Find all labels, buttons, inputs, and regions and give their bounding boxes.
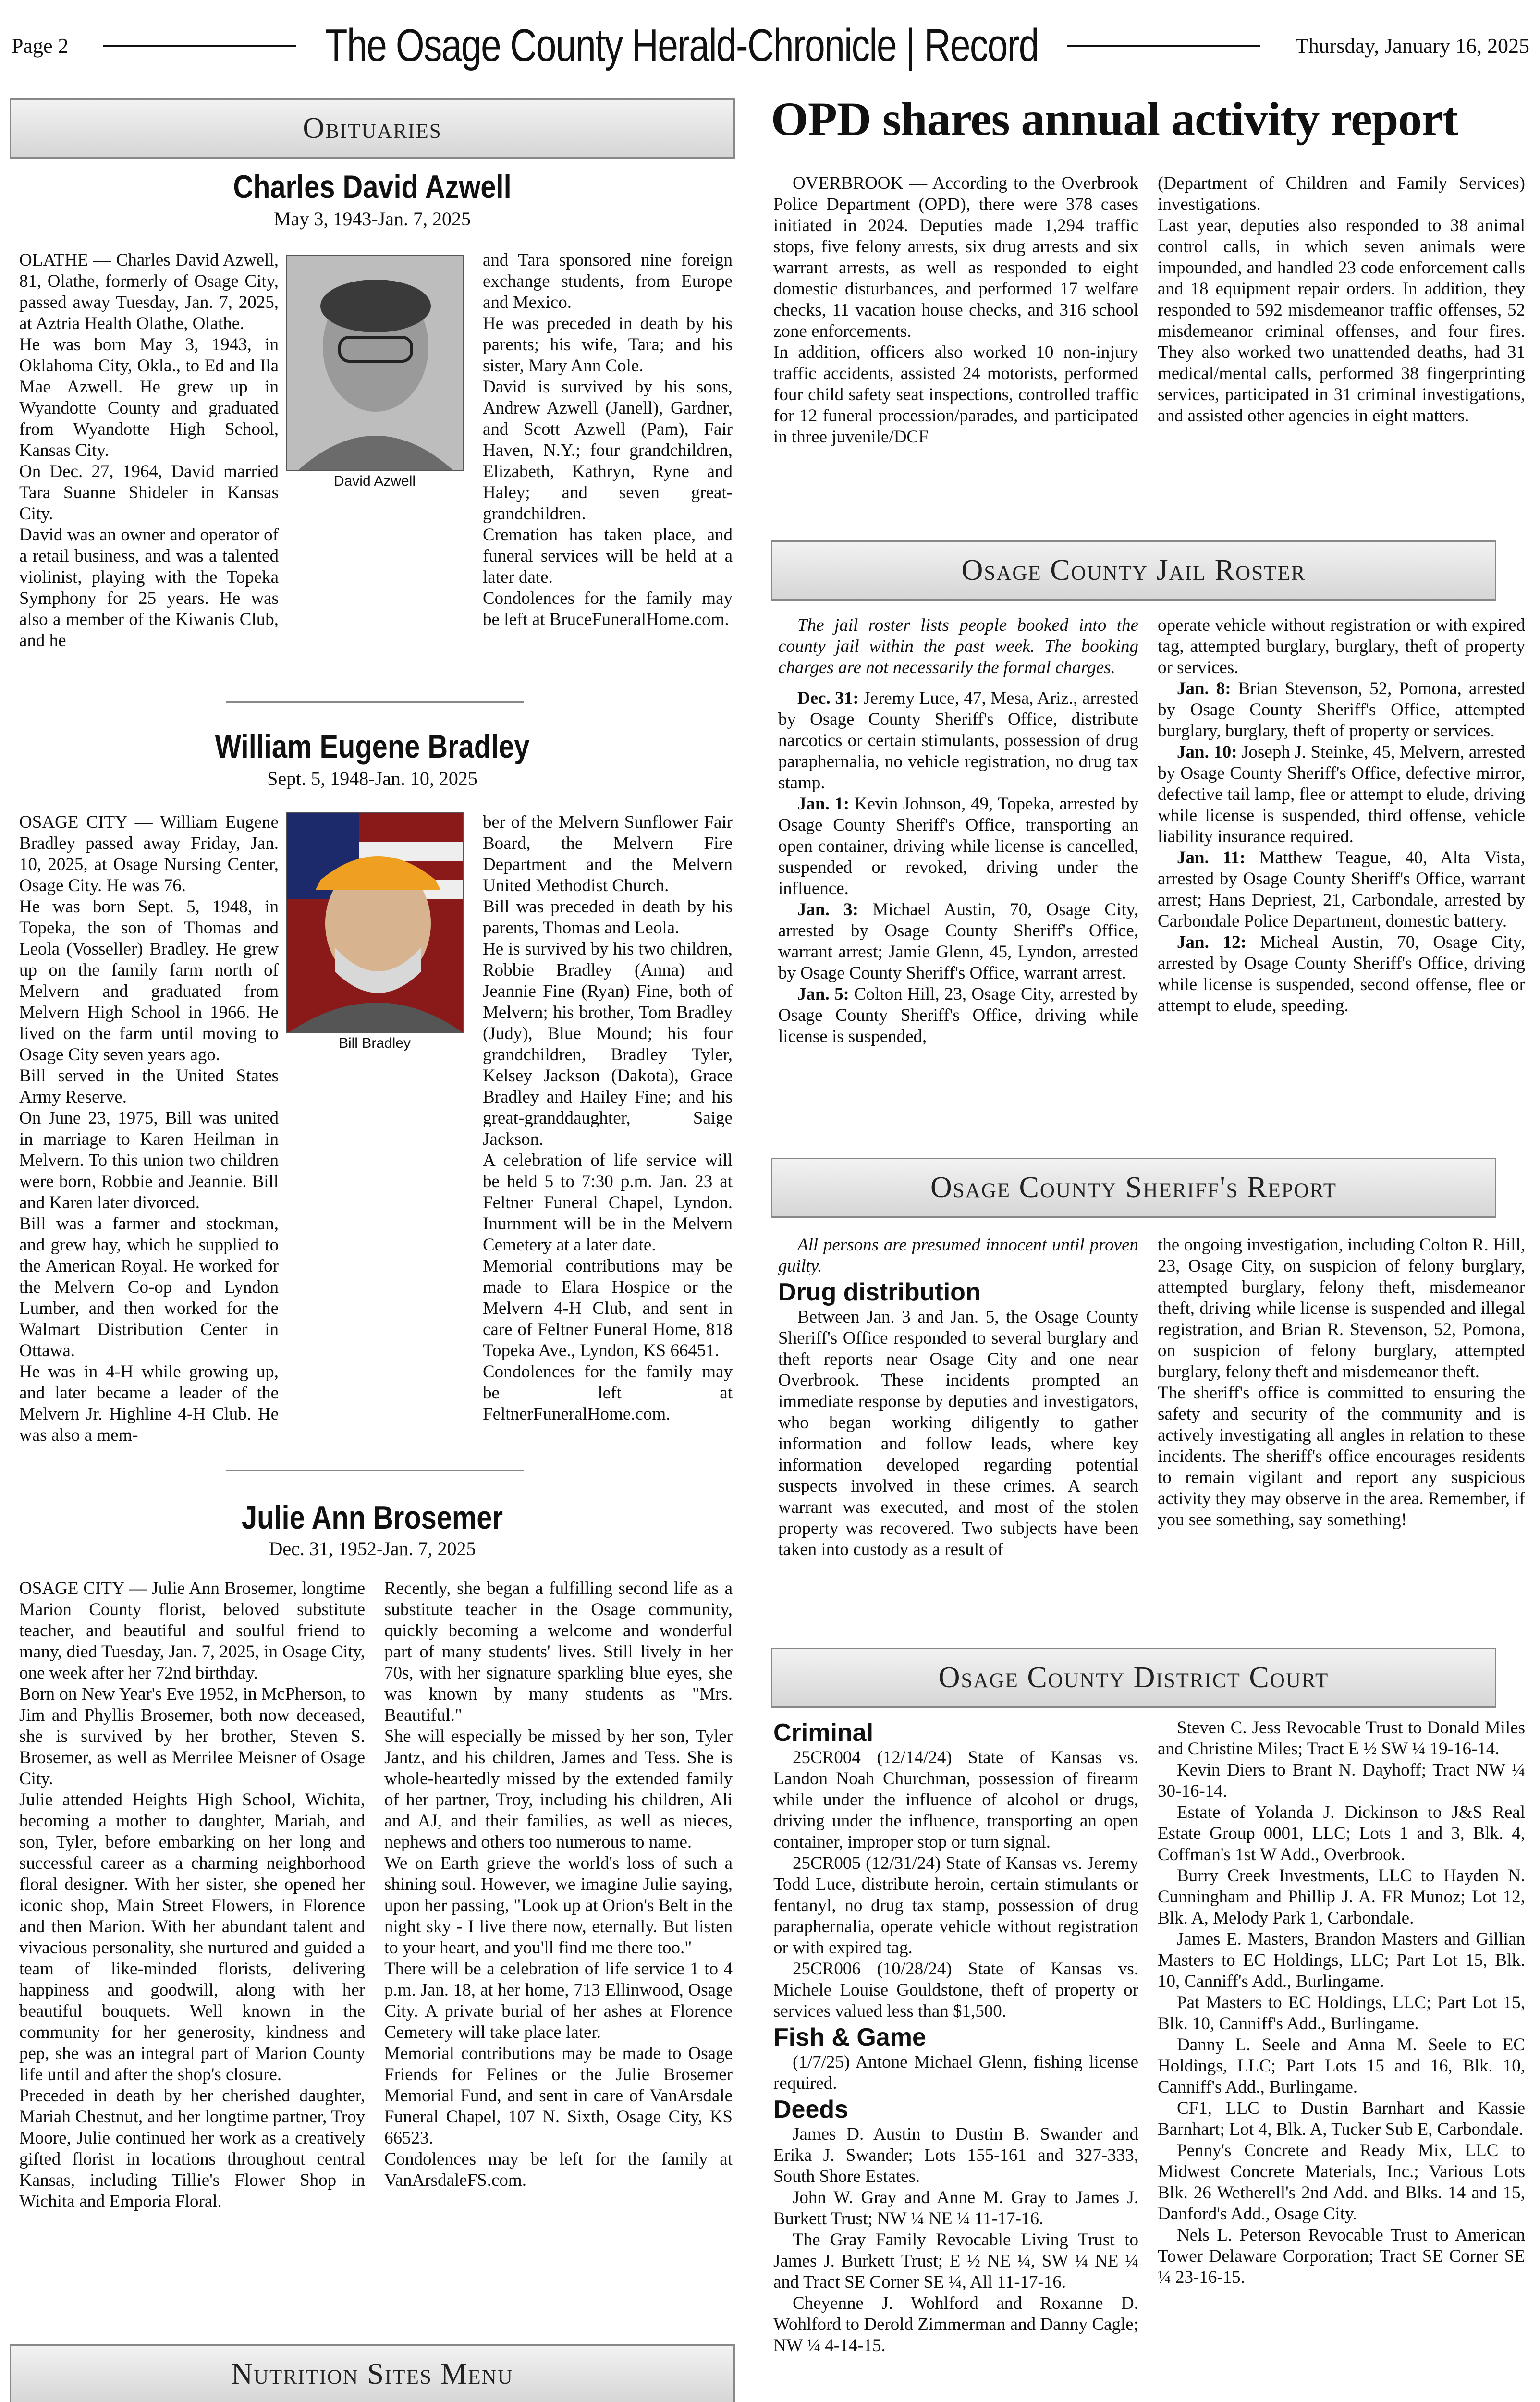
sheriff-report-header: Osage County Sheriff's Report — [771, 1158, 1496, 1218]
nutrition-header: Nutrition Sites Menu — [10, 2344, 735, 2402]
page-number: Page 2 — [12, 34, 69, 58]
sheriff-col1 — [778, 1235, 1138, 1560]
booking-date: Jan. 1: — [797, 794, 850, 814]
booking-text: Jeremy Luce, 47, Mesa, Ariz., arrested by Osage County Sheriff's Office, distribute narcotics or certain stimulants, possession of drug paraphernalia, no vehicle registration, no drug tax stamp. — [778, 688, 1139, 793]
photo-caption: Bill Bradley — [338, 1035, 411, 1051]
obit-name: Julie Ann Brosemer — [242, 1499, 503, 1536]
district-court-header: Osage County District Court — [771, 1648, 1496, 1708]
booking-date: Dec. 31: — [797, 688, 859, 708]
booking-date: Jan. 3: — [797, 900, 858, 919]
article-text: (Department of Children and Family Services) investigations. Last year, deputies also responded to 38 animal control calls, in which seven animals were impounded, and handled 23 code enforcement calls and 18 equipment repair orders. In addition, they responded to 592 misdemeanor traffic offenses, 52 misdemeanor criminal offenses, and four fires. They also worked two unattended deaths, had 31 medical/mental calls, performed 38 fingerprinting services, participated in 31 criminal investigations, and assisted other agencies in eight matters. — [1158, 173, 1525, 426]
court-item: Kevin Diers to Brant N. Dayhoff; Tract NW ¼ 30-16-14. — [1158, 1760, 1525, 1801]
subhead: Criminal — [773, 1719, 874, 1747]
newspaper-title: The Osage County Herald-Chronicle | Record — [325, 20, 1039, 71]
court-col2 — [1158, 1717, 1525, 2288]
obit-text: ber of the Melvern Sunflower Fair Board, the Melvern Fire Department and the Melvern United Methodist Church. Bill was preceded in death by his parents, Thomas and Leola. He is survived by his two children, Robbie Bradley (Anna) and Jeannie Fine (Ryan) Fine, both of Melvern; his brother, Tom Bradley (Judy), Blue Mound; his four grandchildren, Bradley Tyler, Kelsey Jackson (Dakota), Grace Bradley and Hailey Fine; and his great-granddaughter, Saige Jackson. A celebration of life service will be held 5 to 7:30 p.m. Jan. 23 at Feltner Funeral Chapel, Lyndon. Inurnment will be in the Melvern Cemetery at a later date. Memorial contributions may be made to Elara Hospice or the Melvern 4-H Club, and sent in care of Feltner Funeral Home, 818 Topeka Ave., Lyndon, KS 66451. Condolences for the family may be left at FeltnerFuneralHome.com. — [483, 812, 733, 1424]
sheriff-col2 — [1158, 1235, 1525, 1531]
obit-dates: May 3, 1943-Jan. 7, 2025 — [274, 208, 471, 230]
booking-text: Micheal Austin, 70, Osage City, arrested by Osage County Sheriff's Office, driving while license is suspended, second offense, flee or attempt to elude, speeding. — [1158, 932, 1526, 1016]
court-item: The Gray Family Revocable Living Trust to James J. Burkett Trust; E ½ NE ¼, SW ¼ NE ¼ and Tract SE Corner SE ¼, All 11-17-16. — [773, 2230, 1138, 2292]
issue-date: Thursday, January 16, 2025 — [1295, 34, 1530, 58]
court-item: Nels L. Peterson Revocable Trust to American Tower Delaware Corporation; Tract SE Corner SE ¼ 23-16-15. — [1158, 2225, 1525, 2287]
masthead — [12, 19, 1529, 72]
booking-text: Michael Austin, 70, Osage City, arrested by Osage County Sheriff's Office, warrant arrest; Jamie Glenn, 45, Lyndon, arrested by Osage County Sheriff's Office, warrant arrest. — [778, 900, 1139, 983]
obit-text: OSAGE CITY — William Eugene Bradley passed away Friday, Jan. 10, 2025, at Osage Nursing Center, Osage City. He was 76. He was born Sept. 5, 1948, in Topeka, the son of Thomas and Leola (Vosseller) Bradley. He grew up on the family farm north of Melvern and graduated from Melvern High School in 1966. He lived on the farm until moving to Osage City seven years ago. Bill served in the United States Army Reserve. On June 23, 1975, Bill was united in marriage to Karen Heilman in Melvern. To this union two children were born, Robbie and Jeannie. Bill and Karen later divorced. Bill was a farmer and stockman, and grew hay, which he supplied to the American Royal. He worked for the Melvern Co-op and Lyndon Lumber, and then worked for the Walmart Distribution Center in Ottawa. He was in 4-H while growing up, and later became a leader of the Melvern Jr. Highline 4-H Club. He was also a mem- — [19, 812, 279, 1445]
court-item: (1/7/25) Antone Michael Glenn, fishing license required. — [773, 2052, 1138, 2093]
booking-text: operate vehicle without registration or with expired tag, attempted burglary, burglary, theft of property or services. — [1158, 615, 1525, 677]
court-item: Steven C. Jess Revocable Trust to Donald Miles and Christine Miles; Tract E ½ SW ¼ 19-16-14. — [1158, 1718, 1525, 1759]
divider — [226, 701, 524, 703]
booking-text: Joseph J. Steinke, 45, Melvern, arrested by Osage County Sheriff's Office, defective mirror, defective tail lamp, flee or attempt to elude, driving while license is suspended, third offense, vehicle liability insurance required. — [1158, 742, 1525, 846]
booking-text: Matthew Teague, 40, Alta Vista, arrested by Osage County Sheriff's Office, warrant arrest; Hans Depriest, 21, Carbondale, arrested by Carbondale Police Department, domestic battery. — [1158, 848, 1525, 931]
azwell-col2 — [483, 250, 733, 630]
court-item: Estate of Yolanda J. Dickinson to J&S Real Estate Group 0001, LLC; Lots 1 and 3, Blk. 4, Coffman's 1st W Add., Overbrook. — [1158, 1802, 1525, 1864]
jail-roster-header: Osage County Jail Roster — [771, 540, 1496, 600]
court-item: Burry Creek Investments, LLC to Hayden N. Cunningham and Phillip J. A. FR Munoz; Lot 12, Blk. A, Melody Park 1, Carbondale. — [1158, 1866, 1525, 1928]
court-item: Penny's Concrete and Ready Mix, LLC to Midwest Concrete Materials, Inc.; Various Lots Blk. 26 Wetherell's 2nd Add. and Blks. 14 and 15, Danford's Add., Osage City. — [1158, 2141, 1525, 2224]
opd-col1 — [773, 173, 1138, 448]
sheriff-intro: All persons are presumed innocent until proven guilty. — [778, 1235, 1138, 1276]
obit-dates: Dec. 31, 1952-Jan. 7, 2025 — [269, 1538, 476, 1559]
azwell-col1 — [19, 250, 279, 651]
article-text: the ongoing investigation, including Colton R. Hill, 23, Osage City, on suspicion of felony burglary, attempted burglary, felony theft, misdemeanor theft, driving while license is suspended and illegal registration, and Brian R. Stevenson, 52, Pomona, on suspicion of felony burglary, attempted burglary, felony theft and misdemeanor theft. The sheriff's office is committed to ensuring the safety and security of the community and is actively investigating all angles in relation to these incidents. The sheriff's office encourages residents to remain vigilant and report any suspicious activity they may observe in the area. Remember, if you see something, say something! — [1158, 1235, 1525, 1530]
subhead: Deeds — [773, 2096, 849, 2123]
court-item: CF1, LLC to Dustin Barnhart and Kassie Barnhart; Lot 4, Blk. A, Tucker Sub E, Carbondale. — [1158, 2098, 1525, 2139]
court-item: 25CR004 (12/14/24) State of Kansas vs. Landon Noah Churchman, possession of firearm while under the influence of alcohol or drugs, driving under the influence, transporting an open container, improper stop or turn signal. — [773, 1748, 1138, 1852]
court-item: 25CR006 (10/28/24) State of Kansas vs. Michele Louise Gouldstone, theft of property or services valued less than $1,500. — [773, 1959, 1138, 2021]
booking-date: Jan. 5: — [797, 984, 849, 1004]
court-item: 25CR005 (12/31/24) State of Kansas vs. Jeremy Todd Luce, distribute heroin, certain stimulants or fentanyl, no drug tax stamp, possession of drug paraphernalia, operate vehicle without registration or with expired tag. — [773, 1853, 1138, 1958]
masthead-rule — [1067, 45, 1260, 47]
azwell-photo — [286, 255, 464, 471]
court-item: John W. Gray and Anne M. Gray to James J. Burkett Trust; NW ¼ NE ¼ 11-17-16. — [773, 2188, 1138, 2229]
obituaries-header: Obituaries — [10, 98, 735, 159]
photo-caption: David Azwell — [333, 473, 416, 489]
booking-date: Jan. 8: — [1177, 679, 1231, 699]
subhead: Fish & Game — [773, 2023, 926, 2051]
jail-intro: The jail roster lists people booked into the county jail within the past week. The booking charges are not necessarily the formal charges. — [778, 615, 1138, 677]
bradley-col1 — [19, 812, 279, 1446]
article-text: Between Jan. 3 and Jan. 5, the Osage County Sheriff's Office responded to several burglary and theft reports near Osage City and one near Overbrook. These incidents prompted an immediate response by deputies and investigators, who began working diligently to gather information and follow leads, where key information developed regarding potential suspects involved in these crimes. A search warrant was executed, and most of the stolen property was recovered. Two subjects have been taken into custody as a result of — [778, 1307, 1138, 1559]
booking-text: Kevin Johnson, 49, Topeka, arrested by Osage County Sheriff's Office, transporting an open container, driving while license is cancelled, suspended or revoked, driving under the influence. — [778, 794, 1138, 898]
booking-text: Colton Hill, 23, Osage City, arrested by Osage County Sheriff's Office, driving while license is suspended, — [778, 984, 1139, 1046]
jail-col1 — [778, 615, 1138, 1047]
court-item: Danny L. Seele and Anna M. Seele to EC Holdings, LLC; Part Lots 15 and 16, Blk. 10, Canniff's Add., Burlingame. — [1158, 2035, 1525, 2097]
bradley-photo — [286, 812, 464, 1033]
opd-headline: OPD shares annual activity report — [771, 92, 1458, 146]
opd-col2 — [1158, 173, 1525, 427]
obit-name: William Eugene Bradley — [215, 728, 530, 765]
masthead-rule — [103, 45, 296, 47]
obit-text: and Tara sponsored nine foreign exchange students, from Europe and Mexico. He was preceded in death by his parents; his wife, Tara; and his sister, Mary Ann Cole. David is survived by his sons, Andrew Azwell (Janell), Gardner, and Scott Azwell (Pam), Fair Haven, N.Y.; four grandchildren, Elizabeth, Kathryn, Ryne and Haley; and seven great-grandchildren. Cremation has taken place, and funeral services will be held at a later date. Condolences for the family may be left at BruceFuneralHome.com. — [483, 250, 733, 629]
bradley-col2 — [483, 812, 733, 1425]
obit-name: Charles David Azwell — [233, 169, 512, 205]
brosemer-col2 — [384, 1578, 733, 2191]
booking-text: Brian Stevenson, 52, Pomona, arrested by Osage County Sheriff's Office, attempted burglary, burglary, theft of property or services. — [1158, 679, 1526, 741]
obit-dates: Sept. 5, 1948-Jan. 10, 2025 — [267, 768, 477, 789]
obit-text: OLATHE — Charles David Azwell, 81, Olathe, formerly of Osage City, passed away Tuesday, Jan. 7, 2025, at Aztria Health Olathe, Olathe. He was born May 3, 1943, in Oklahoma City, Okla., to Ed and Ila Mae Azwell. He grew up in Wyandotte County and graduated from Wyandotte High School, Kansas City. On Dec. 27, 1964, David married Tara Suanne Shideler in Kansas City. David was an owner and operator of a retail business, and was a talented violinist, playing with the Topeka Symphony for 25 years. He was also a member of the Kiwanis Club, and he — [19, 250, 279, 650]
brosemer-col1 — [19, 1578, 365, 2212]
booking-date: Jan. 11: — [1177, 848, 1246, 868]
booking-date: Jan. 12: — [1177, 932, 1247, 952]
article-text: OVERBROOK — According to the Overbrook Police Department (OPD), there were 378 cases initiated in 2024. Deputies made 1,294 traffic stops, five felony arrests, six drug arrests and six warrant arrests, as well as responded to eight domestic disturbances, and performed 17 welfare checks, 11 vacation house checks, and 316 school zone enforcements. In addition, officers also worked 10 non-injury traffic accidents, assisted 24 motorists, performed four child safety seat inspections, controlled traffic for 12 funeral procession/parades, and participated in three juvenile/DCF — [773, 173, 1138, 447]
obit-text: Recently, she began a fulfilling second life as a substitute teacher in the Osage community, quickly becoming a welcome and wonderful part of many students' lives. Still lively in her 70s, with her signature sparkling blue eyes, she was known by many students as "Mrs. Beautiful." She will especially be missed by her son, Tyler Jantz, and his children, James and Tess. She is whole-heartedly missed by the extended family of her partner, Troy, including his children, Ali and AJ, and their families, as well as nieces, nephews and others too numerous to name. We on Earth grieve the world's loss of such a shining soul. However, we imagine Julie saying, upon her passing, "Look up at Orion's Belt in the night sky - I live there now, eternally. But listen to your heart, and you'll find me there too." There will be a celebration of life service 1 to 4 p.m. Jan. 18, at her home, 713 Ellinwood, Osage City. A private burial of her ashes at Florence Cemetery will take place later. Memorial contributions may be made to Osage Friends for Felines or the Julie Brosemer Memorial Fund, and sent in care of VanArsdale Funeral Chapel, 107 N. Sixth, Osage City, KS 66523. Condolences may be left for the family at VanArsdaleFS.com. — [384, 1579, 733, 2190]
court-item: James E. Masters, Brandon Masters and Gillian Masters to EC Holdings, LLC; Part Lot 15, Blk. 10, Canniff's Add., Burlingame. — [1158, 1929, 1525, 1991]
court-col1 — [773, 1717, 1138, 2356]
divider — [226, 1470, 524, 1471]
court-item: Pat Masters to EC Holdings, LLC; Part Lot 15, Blk. 10, Canniff's Add., Burlingame. — [1158, 1993, 1525, 2034]
obit-text: OSAGE CITY — Julie Ann Brosemer, longtime Marion County florist, beloved substitute teacher, and beautiful and soulful friend to many, died Tuesday, Jan. 7, 2025, in Osage City, one week after her 72nd birthday. Born on New Year's Eve 1952, in McPherson, to Jim and Phyllis Brosemer, both now deceased, she is survived by her brother, Steven S. Brosemer, as well as Merrilee Meisner of Osage City. Julie attended Heights High School, Wichita, becoming a mother to daughter, Mariah, and son, Tyler, before embarking on her long and successful career as a charming neighborhood floral designer. With her sister, she opened her iconic shop, Main Street Flowers, in Florence and then Marion. With her abundant talent and vivacious personality, she nurtured and guided a team of like-minded florists, delivering happiness and goodwill, along with her beautiful bouquets. Well known in the community for her generosity, kindness and pep, she was an integral part of Marion County life until and after the shop's closure. Preceded in death by her cherished daughter, Mariah Chestnut, and her longtime partner, Troy Moore, Julie continued her work as a creatively gifted florist in locations throughout central Kansas, including Tillie's Flower Shop in Wichita and Emporia Floral. — [19, 1579, 365, 2211]
subhead: Drug distribution — [778, 1278, 981, 1306]
court-item: Cheyenne J. Wohlford and Roxanne D. Wohlford to Derold Zimmerman and Danny Cagle; NW ¼ 4-14-15. — [773, 2293, 1138, 2355]
jail-col2 — [1158, 615, 1525, 1017]
court-item: James D. Austin to Dustin B. Swander and Erika J. Swander; Lots 155-161 and 327-333, South Shore Estates. — [773, 2124, 1138, 2186]
booking-date: Jan. 10: — [1177, 742, 1237, 762]
